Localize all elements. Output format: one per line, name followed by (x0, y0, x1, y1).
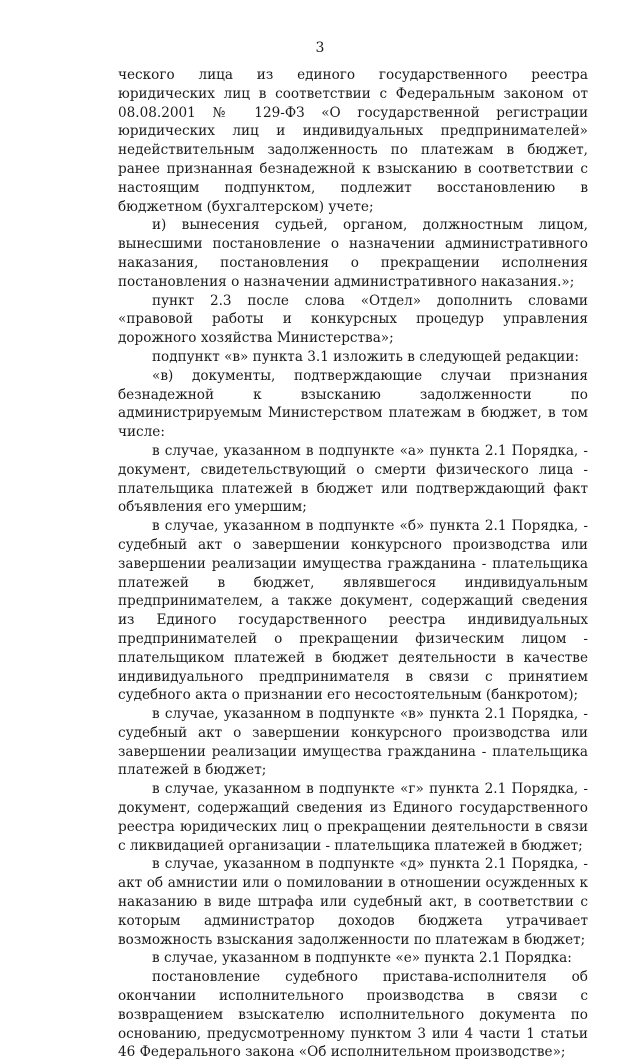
paragraph-case-e: в случае, указанном в подпункте «е» пункта 2.1 Порядка: (152, 950, 572, 967)
paragraph-point-2-3: пункт 2.3 после слова «Отдел» дополнить словами «правовой работы и конкурсных процедур управления дорожного хозяйства Министерства»; (118, 292, 588, 347)
paragraph-case-g: в случае, указанном в подпункте «г» пункта 2.1 Порядка, - документ, содержащий сведения из Единого государственного реестра юридических лиц о прекращении деятельности в связи с ликвидацией организации - плательщика платежей в бюджет; (118, 781, 588, 854)
paragraph-case-d: в случае, указанном в подпункте «д» пункта 2.1 Порядка, - акт об амнистии или о помиловании в отношении осужденных к наказанию в виде штрафа или судебный акт, в соответствии с которым администратор доходов бюджета утрачивает возможность взыскания задолженности по платежам в бюджет; (118, 856, 588, 948)
paragraph-case-a: в случае, указанном в подпункте «а» пункта 2.1 Порядка, - документ, свидетельствующий о смерти физического лица - плательщика платежей в бюджет или подтверждающий факт объявления его умершим; (118, 442, 588, 516)
page-number: 3 (315, 40, 325, 56)
paragraph-documents-intro: «в) документы, подтверждающие случаи признания безнадежной к взысканию задолженности по администрируемым Министерством платежам в бюджет, в том числе: (118, 367, 588, 441)
paragraph-bailiff-resolution: постановление судебного пристава-исполнителя об окончании исполнительного производства в связи с возвращением взыскателю исполнительного документа по основанию, предусмотренному пунктом 3 или 4 части 1 статьи 46 Федерального закона «Об исполнительном производстве»; (118, 969, 588, 1061)
document-body (118, 66, 588, 1062)
paragraph-subpoint-v: подпункт «в» пункта 3.1 изложить в следующей редакции: (152, 348, 579, 365)
paragraph-case-v: в случае, указанном в подпункте «в» пункта 2.1 Порядка, - судебный акт о завершении конкурсного производства или завершении реализации имущества гражданина - плательщика платежей в бюджет; (118, 706, 588, 779)
paragraph-continuation: ческого лица из единого государственного реестра юридических лиц в соответствии с Федеральным законом от 08.08.2001 № 129-ФЗ «О государственной регистрации юридических лиц и индивидуальных предпринимателей» недействительным задолженность по платежам в бюджет, ранее признанная безнадежной к взысканию в соответствии с настоящим подпунктом, подлежит восстановлению в бюджетном (бухгалтерском) учете; (118, 67, 588, 215)
paragraph-item-i: и) вынесения судьей, органом, должностным лицом, вынесшими постановление о назначении административного наказания, постановления о прекращении исполнения постановления о назначении административного наказания.»; (118, 217, 588, 290)
paragraph-case-b: в случае, указанном в подпункте «б» пункта 2.1 Порядка, - судебный акт о завершении конкурсного производства или завершении реализации имущества гражданина - плательщика платежей в бюджет, являвшегося индивидуальным предпринимателем, а также документ, содержащий сведения из Единого государственного реестра индивидуальных предпринимателей о прекращении физическим лицом - плательщиком платежей в бюджет деятельности в качестве индивидуального предпринимателя в связи с принятием судебного акта о признании его несостоятельным (банкротом); (118, 518, 588, 704)
